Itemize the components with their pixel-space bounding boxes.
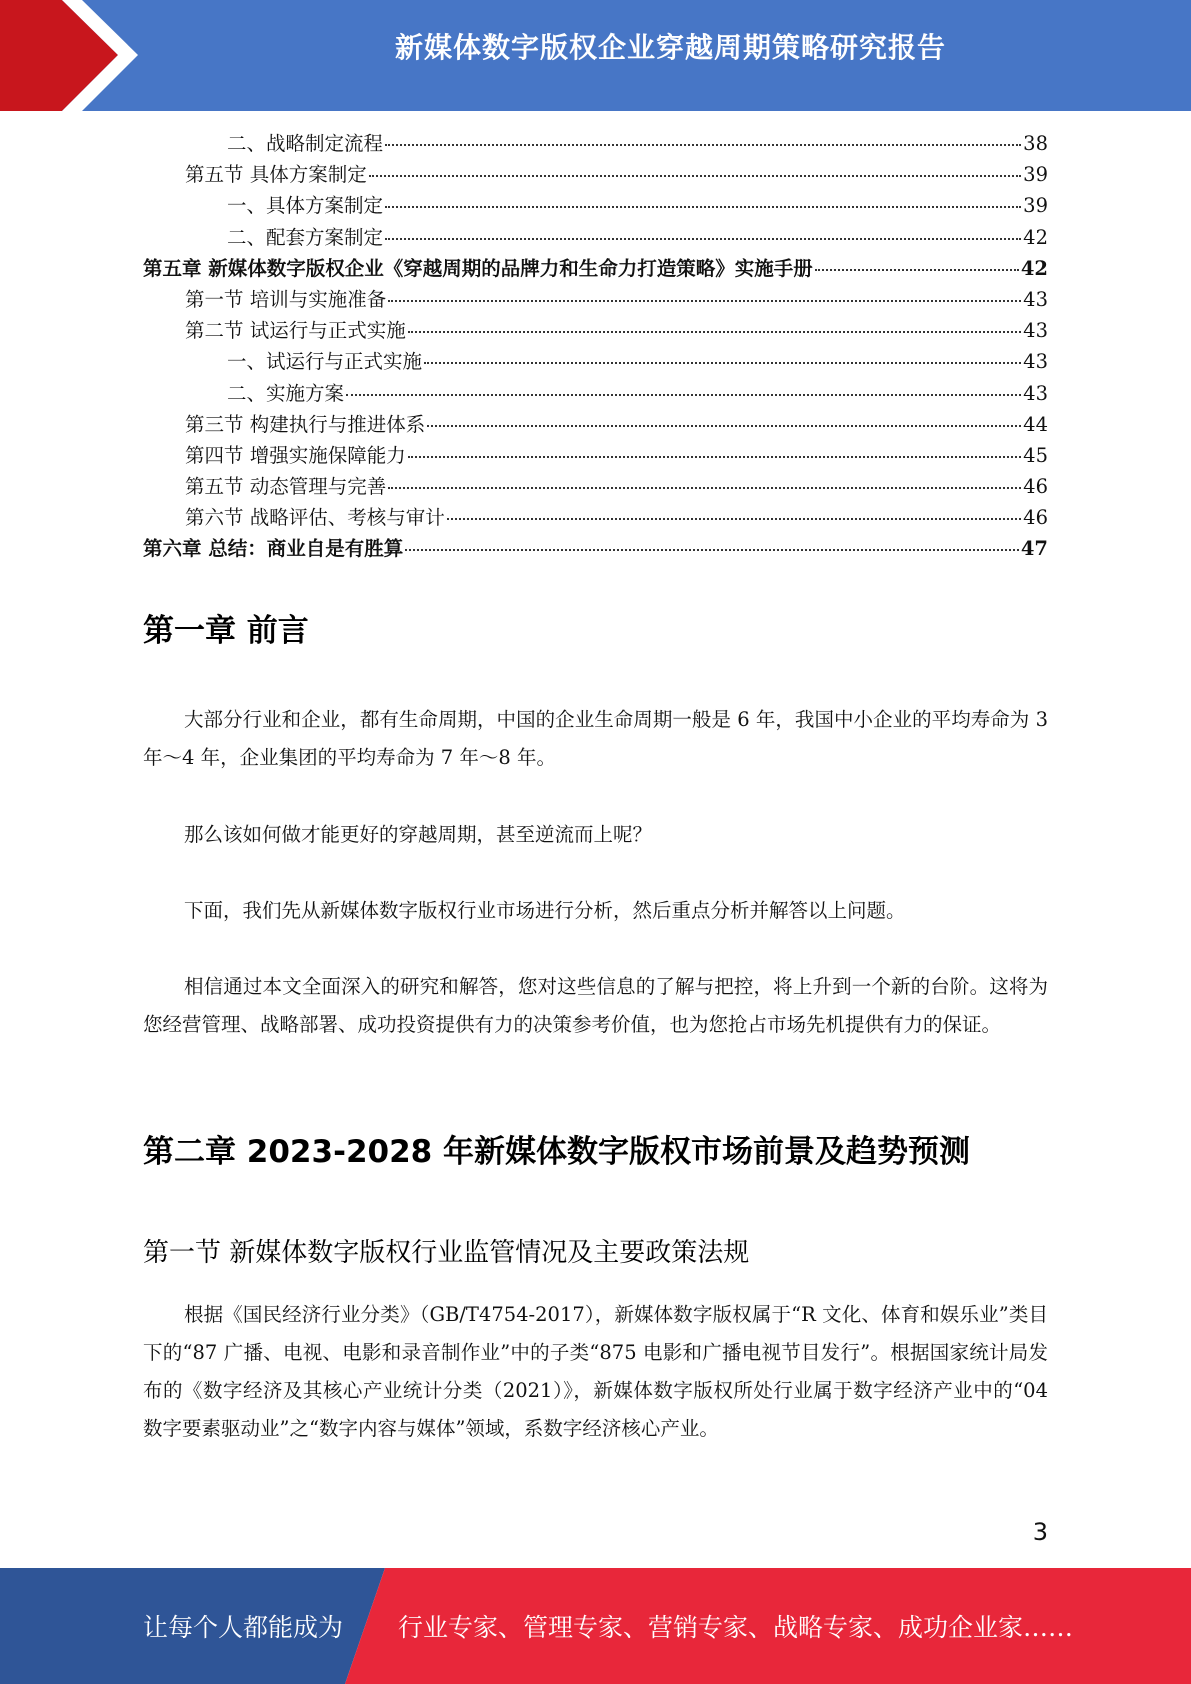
- toc-entry-label: 二、实施方案: [227, 381, 345, 405]
- chapter-1-title: 第一章 前言: [143, 613, 309, 649]
- toc-entry[interactable]: [143, 378, 1048, 409]
- toc-dot-leader: [408, 456, 1021, 458]
- toc-dot-leader: [388, 300, 1021, 302]
- toc-entry[interactable]: [143, 346, 1048, 377]
- toc-entry-page: 43: [1023, 381, 1048, 405]
- toc-entry-page: 45: [1023, 443, 1048, 467]
- toc-entry-label: 第五章 新媒体数字版权企业《穿越周期的品牌力和生命力打造策略》实施手册: [143, 256, 813, 280]
- toc-dot-leader: [405, 549, 1019, 551]
- chapter-2-title: 第二章 2023-2028 年新媒体数字版权市场前景及趋势预测: [143, 1134, 971, 1170]
- header-title: 新媒体数字版权企业穿越周期策略研究报告: [394, 31, 946, 64]
- toc-entry[interactable]: [143, 471, 1048, 502]
- toc-entry[interactable]: [143, 315, 1048, 346]
- header-arrow-decoration: [0, 0, 160, 111]
- toc-entry[interactable]: [143, 502, 1048, 533]
- toc-entry-page: 39: [1023, 163, 1048, 187]
- toc-dot-leader: [815, 269, 1019, 271]
- toc-entry-label: 第五节 具体方案制定: [185, 163, 367, 187]
- toc-entry-label: 一、试运行与正式实施: [227, 350, 423, 374]
- toc-entry-page: 47: [1020, 537, 1048, 561]
- toc-entry-label: 第二节 试运行与正式实施: [185, 319, 406, 343]
- toc-entry[interactable]: [143, 284, 1048, 315]
- toc-entry[interactable]: [143, 190, 1048, 221]
- section-1-paragraph: 根据《国民经济行业分类》（GB/T4754-2017），新媒体数字版权属于“R 文化、体育和娱乐业”类目下的“87 广播、电视、电影和录音制作业”中的子类“875 电影和广播电视节目发行”。根据国家统计局发布的《数字经济及其核心产业统计分类（2021）》，新媒体数字版权所处行业属于数字经济产业中的“04 数字要素驱动业”之“数字内容与媒体”领域，系数字经济核心产业。: [143, 1303, 1048, 1440]
- toc-entry-page: 46: [1023, 506, 1048, 530]
- page-footer: [0, 1568, 1191, 1684]
- section-1-title: 第一节 新媒体数字版权行业监管情况及主要政策法规: [143, 1238, 750, 1268]
- toc-dot-leader: [369, 175, 1021, 177]
- toc-dot-leader: [447, 518, 1021, 520]
- toc-entry-page: 42: [1020, 256, 1048, 280]
- toc-entry-label: 第六节 战略评估、考核与审计: [185, 506, 445, 530]
- toc-dot-leader: [346, 394, 1021, 396]
- toc-dot-leader: [388, 487, 1021, 489]
- toc-entry-page: 43: [1023, 319, 1048, 343]
- chapter-1-paragraph-3: 下面，我们先从新媒体数字版权行业市场进行分析，然后重点分析并解答以上问题。: [184, 899, 906, 922]
- toc-entry[interactable]: [143, 533, 1048, 564]
- toc-entry[interactable]: [143, 253, 1048, 284]
- toc-entry[interactable]: [143, 128, 1048, 159]
- toc-entry-page: 38: [1023, 132, 1048, 155]
- toc-entry-page: 39: [1023, 194, 1048, 218]
- toc-entry[interactable]: [143, 440, 1048, 471]
- chapter-1-paragraph-2: 那么该如何做才能更好的穿越周期，甚至逆流而上呢？: [184, 823, 653, 846]
- chapter-1-paragraph-4: 相信通过本文全面深入的研究和解答，您对这些信息的了解与把控，将上升到一个新的台阶。这将为您经营管理、战略部署、成功投资提供有力的决策参考价值，也为您抢占市场先机提供有力的保证。: [143, 975, 1048, 1036]
- footer-slogan-right: 行业专家、管理专家、营销专家、战略专家、成功企业家……: [398, 1613, 1074, 1642]
- toc-entry-label: 第三节 构建执行与推进体系: [185, 412, 426, 436]
- toc-dot-leader: [385, 144, 1021, 146]
- toc-dot-leader: [424, 362, 1021, 364]
- page-header: [0, 0, 1191, 111]
- toc-entry-label: 第五节 动态管理与完善: [185, 475, 387, 499]
- footer-slogan-left: 让每个人都能成为: [143, 1613, 344, 1642]
- toc-dot-leader: [385, 238, 1021, 240]
- toc-entry-page: 44: [1023, 412, 1048, 436]
- toc-entry-page: 42: [1023, 225, 1048, 249]
- toc-dot-leader: [408, 331, 1021, 333]
- toc-dot-leader: [427, 425, 1021, 427]
- toc-entry[interactable]: [143, 409, 1048, 440]
- toc-entry-label: 第四节 增强实施保障能力: [185, 443, 406, 467]
- toc-entry-label: 二、战略制定流程: [227, 132, 384, 155]
- toc-entry-label: 第一节 培训与实施准备: [185, 287, 387, 311]
- toc-entry-label: 二、配套方案制定: [227, 225, 384, 249]
- page-number: 3: [1032, 1518, 1048, 1546]
- toc-entry-label: 第六章 总结：商业自是有胜算: [143, 537, 404, 561]
- toc-entry-page: 46: [1023, 475, 1048, 499]
- chapter-1-paragraph-1: 大部分行业和企业，都有生命周期，中国的企业生命周期一般是 6 年，我国中小企业的平均寿命为 3 年～4 年，企业集团的平均寿命为 7 年～8 年。: [143, 708, 1048, 769]
- toc-entry[interactable]: [143, 159, 1048, 190]
- toc-dot-leader: [385, 206, 1021, 208]
- toc-entry-label: 一、具体方案制定: [227, 194, 384, 218]
- table-of-contents: [143, 128, 1048, 565]
- toc-entry-page: 43: [1023, 287, 1048, 311]
- toc-entry-page: 43: [1023, 350, 1048, 374]
- toc-entry[interactable]: [143, 222, 1048, 253]
